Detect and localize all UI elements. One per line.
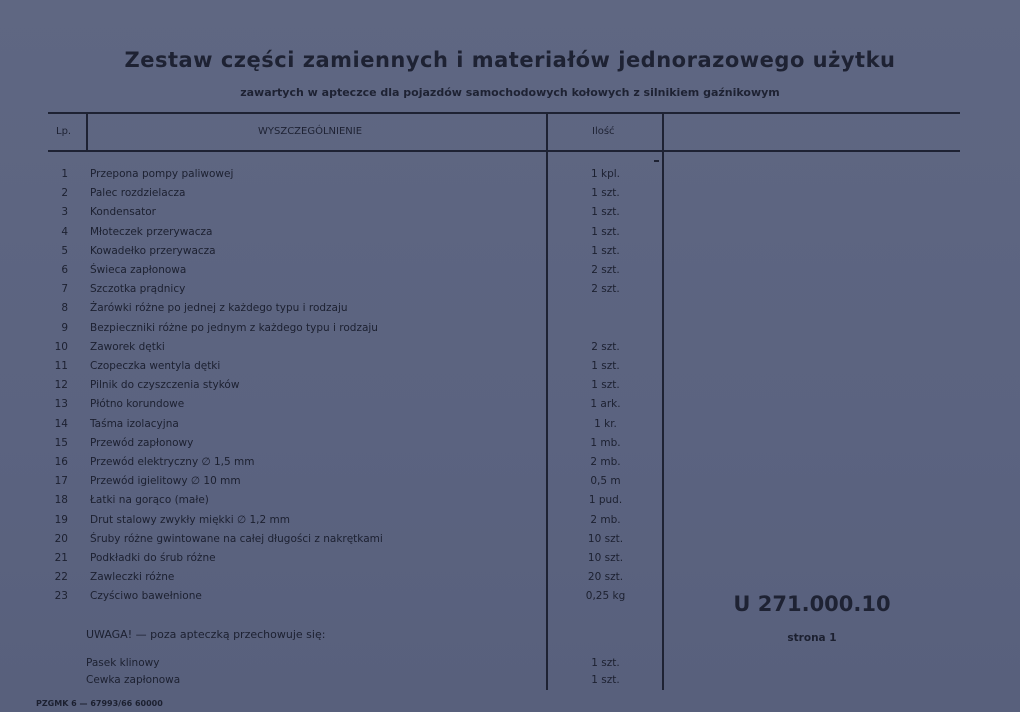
- row-quantity: 1 kr.: [594, 417, 617, 430]
- row-quantity: 1 mb.: [590, 436, 621, 449]
- table-row: [0, 322, 1020, 341]
- table-row: [0, 283, 1020, 302]
- row-item: Taśma izolacyjna: [90, 417, 179, 430]
- table-row: [0, 168, 1020, 187]
- table-row: [0, 264, 1020, 283]
- row-number: 11: [54, 360, 68, 372]
- row-item: Przewód igielitowy ∅ 10 mm: [90, 475, 241, 488]
- row-number: 19: [54, 513, 68, 526]
- table-row: [0, 341, 1020, 360]
- row-quantity: 2 mb.: [590, 456, 621, 468]
- table-row: [0, 418, 1020, 437]
- row-quantity: 20 szt.: [587, 571, 624, 584]
- table-row: [0, 494, 1020, 513]
- table-row: [0, 437, 1020, 456]
- row-item: Czopeczka wentyla dętki: [90, 360, 221, 372]
- row-item: Bezpieczniki różne po jednym z każdego typu i rodzaju: [90, 321, 378, 334]
- row-quantity: 0,25 kg: [585, 590, 626, 603]
- row-item: Czyściwo bawełnione: [90, 590, 202, 603]
- table-row: [0, 514, 1020, 533]
- row-quantity: 2 mb.: [590, 513, 621, 526]
- row-number: 10: [54, 340, 68, 353]
- extra-item: Pasek klinowy: [86, 657, 160, 669]
- row-number: 8: [61, 302, 68, 315]
- table-row: [0, 398, 1020, 417]
- row-item: Zaworek dętki: [90, 340, 165, 353]
- row-number: 9: [61, 321, 68, 334]
- row-item: Palec rozdzielacza: [90, 187, 186, 200]
- row-number: 20: [54, 532, 68, 545]
- row-item: Żarówki różne po jednej z każdego typu i rodzaju: [90, 302, 348, 315]
- table-row: [0, 475, 1020, 494]
- row-quantity: 1 szt.: [591, 187, 620, 200]
- table-row: [0, 187, 1020, 206]
- row-item: Przewód elektryczny ∅ 1,5 mm: [90, 456, 255, 468]
- note-text: UWAGA! — poza apteczką przechowuje się:: [86, 628, 326, 641]
- row-number: 22: [54, 571, 68, 584]
- row-number: 3: [61, 206, 68, 219]
- table-row: [0, 552, 1020, 571]
- row-item: Kondensator: [90, 206, 156, 219]
- row-item: Podkładki do śrub różne: [90, 552, 216, 564]
- row-quantity: 1 szt.: [591, 379, 620, 392]
- extra-row: [0, 674, 1020, 693]
- row-quantity: 10 szt.: [587, 552, 624, 564]
- document-title: Zestaw części zamiennych i materiałów jednorazowego użytku: [124, 48, 896, 72]
- extra-item: Cewka zapłonowa: [86, 674, 181, 686]
- header-lp: Lp.: [56, 126, 72, 137]
- row-number: 13: [54, 398, 68, 411]
- table-top-rule: [48, 112, 960, 114]
- table-header-rule: [48, 150, 960, 152]
- row-quantity: 1 szt.: [591, 244, 620, 257]
- row-item: Kowadełko przerywacza: [90, 244, 216, 257]
- table-row: [0, 533, 1020, 552]
- row-quantity: 1 szt.: [591, 360, 620, 372]
- table-row: [0, 245, 1020, 264]
- row-item: Pilnik do czyszczenia styków: [90, 379, 240, 392]
- row-quantity: 10 szt.: [587, 532, 624, 545]
- column-divider-lp: [86, 114, 88, 150]
- row-quantity: 1 szt.: [591, 225, 620, 238]
- row-item: Płótno korundowe: [90, 398, 185, 411]
- table-row: [0, 571, 1020, 590]
- table-row: [0, 360, 1020, 379]
- row-quantity: 2 szt.: [591, 264, 620, 276]
- row-quantity: 1 ark.: [590, 398, 621, 411]
- page-number: strona 1: [787, 632, 837, 644]
- header-qty: Ilość: [592, 126, 615, 137]
- row-item: Przewód zapłonowy: [90, 436, 194, 449]
- row-item: Łatki na gorąco (małe): [90, 494, 209, 507]
- row-item: Śruby różne gwintowane na całej długości z nakrętkami: [90, 532, 383, 545]
- extra-quantity: 1 szt.: [591, 657, 620, 669]
- row-number: 15: [54, 436, 68, 449]
- header-item: WYSZCZEGÓLNIENIE: [258, 126, 363, 137]
- row-number: 5: [61, 244, 68, 257]
- row-number: 21: [54, 552, 68, 564]
- table-row: [0, 226, 1020, 245]
- row-item: Świeca zapłonowa: [90, 264, 187, 276]
- row-number: 2: [61, 187, 68, 200]
- row-number: 1: [61, 168, 68, 180]
- row-number: 6: [61, 264, 68, 276]
- row-number: 7: [61, 283, 68, 296]
- extra-quantity: 1 szt.: [591, 674, 620, 686]
- document-subtitle: zawartych w apteczce dla pojazdów samochodowych kołowych z silnikiem gaźnikowym: [240, 86, 780, 99]
- row-quantity: 1 szt.: [591, 206, 620, 219]
- row-quantity: 0,5 m: [590, 475, 621, 488]
- table-row: [0, 456, 1020, 475]
- row-number: 14: [54, 417, 68, 430]
- tick-mark: [654, 160, 659, 167]
- row-item: Drut stalowy zwykły miękki ∅ 1,2 mm: [90, 513, 290, 526]
- row-quantity: 2 szt.: [591, 283, 620, 296]
- table-row: [0, 206, 1020, 225]
- document-code: U 271.000.10: [733, 592, 891, 616]
- row-item: Przepona pompy paliwowej: [90, 168, 234, 180]
- row-quantity: 1 pud.: [588, 494, 623, 507]
- table-row: [0, 379, 1020, 398]
- row-number: 4: [61, 225, 68, 238]
- table-row: [0, 302, 1020, 321]
- row-number: 18: [54, 494, 68, 507]
- row-item: Młoteczek przerywacza: [90, 225, 213, 238]
- row-item: Zawleczki różne: [90, 571, 175, 584]
- row-quantity: 2 szt.: [591, 340, 620, 353]
- row-quantity: 1 kpl.: [590, 168, 621, 180]
- row-number: 23: [54, 590, 68, 603]
- row-item: Szczotka prądnicy: [90, 283, 186, 296]
- row-number: 12: [54, 379, 68, 392]
- row-number: 17: [54, 475, 68, 488]
- row-number: 16: [54, 456, 68, 468]
- print-footer: PZGMK 6 — 67993/66 60000: [36, 699, 163, 708]
